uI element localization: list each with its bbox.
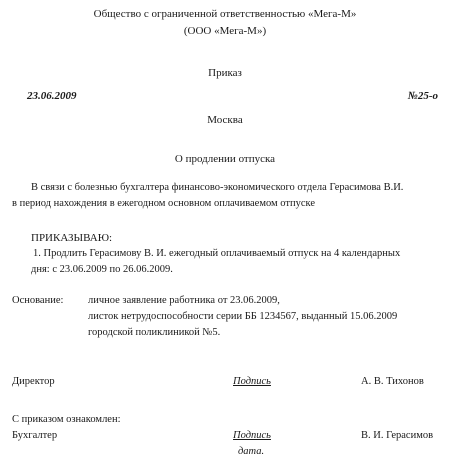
director-signature: Подпись (233, 376, 271, 387)
preamble-line-1: В связи с болезнью бухгалтера финансово-экономического отдела Герасимова В.И. (31, 182, 404, 193)
basis-line-3: городской поликлиникой №5. (88, 327, 221, 338)
director-name: А. В. Тихонов (361, 376, 424, 387)
order-word: ПРИКАЗЫВАЮ: (31, 232, 113, 244)
basis-line-2: листок нетрудоспособности серии ББ 1234567, выданный 15.06.2009 (88, 311, 398, 322)
basis-line-1: личное заявление работника от 23.06.2009, (88, 295, 280, 306)
order-subject: О продлении отпуска (174, 153, 276, 165)
basis-label: Основание: (12, 295, 64, 306)
employee-name: В. И. Герасимов (361, 430, 434, 441)
employee-title: Бухгалтер (12, 430, 58, 441)
organization-short-name: (ООО «Мега-М») (183, 25, 267, 37)
organization-full-name: Общество с ограниченной ответственностью «Мега-М» (93, 8, 357, 20)
order-item-1-line-2: дня: с 23.06.2009 по 26.06.2009. (31, 264, 173, 275)
city: Москва (207, 114, 243, 126)
acquainted-label: С приказом ознакомлен: (12, 414, 121, 425)
document-type: Приказ (208, 67, 242, 79)
preamble-line-2: в период нахождения в ежегодном основном оплачиваемом отпуске (12, 198, 316, 209)
order-number: №25-о (407, 90, 438, 102)
order-item-1-line-1: 1. Продлить Герасимову В. И. ежегодный оплачиваемый отпуск на 4 календарных (33, 248, 401, 259)
order-date: 23.06.2009 (27, 90, 77, 102)
director-title: Директор (12, 376, 55, 387)
employee-date: дата. (238, 446, 265, 457)
employee-signature: Подпись (233, 430, 271, 441)
